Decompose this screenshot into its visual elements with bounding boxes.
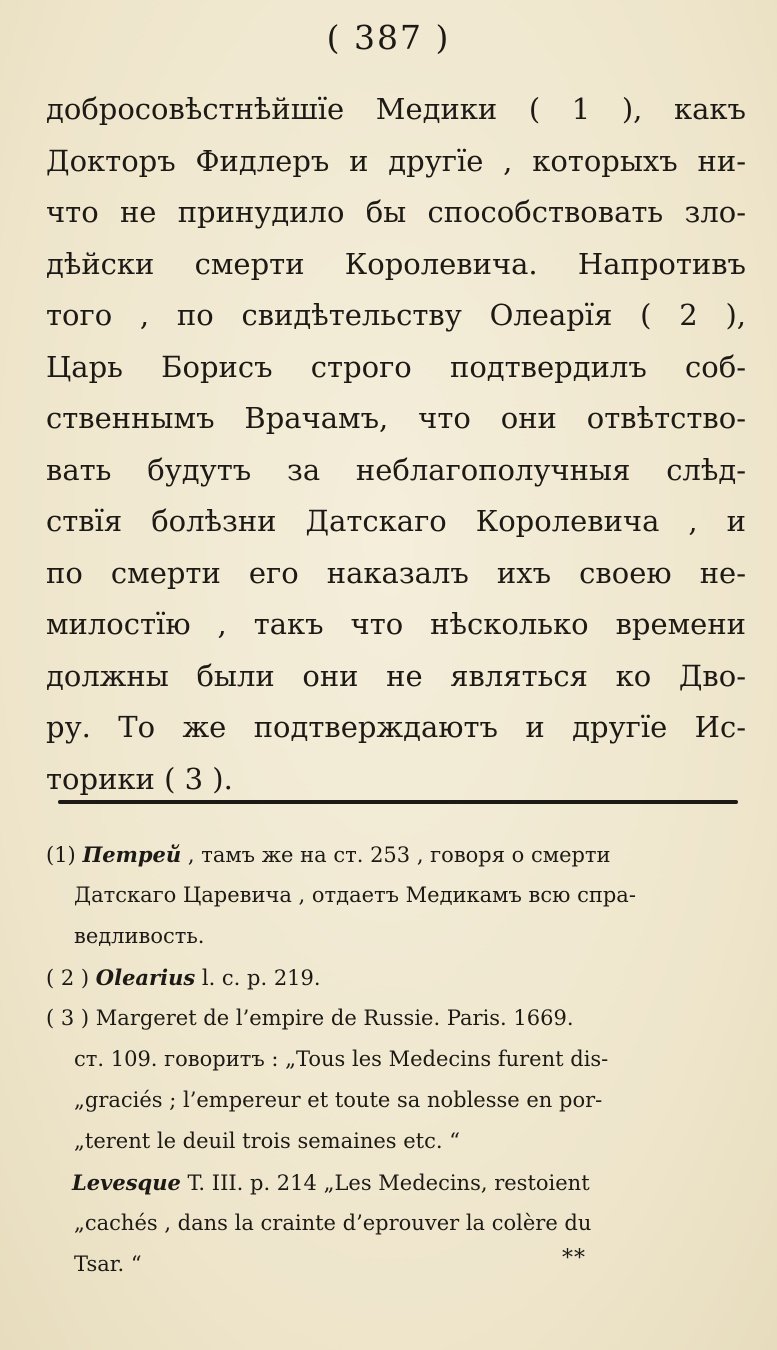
text-line: Царь Борисъ строго подтвердилъ соб- bbox=[46, 349, 746, 384]
text-line: вать будутъ за неблагополучныя слѣд- bbox=[46, 452, 746, 487]
text-line: милостїю , такъ что нѣсколько времени bbox=[46, 607, 746, 641]
footnote-3 bbox=[46, 998, 746, 1039]
text-line: должны были они не являться ко Дво- bbox=[46, 658, 746, 693]
page-number: ( 387 ) bbox=[326, 18, 451, 57]
footnote-marker: ( 3 ) bbox=[46, 1006, 90, 1030]
main-text bbox=[46, 84, 746, 805]
footnote-author: Levesque bbox=[72, 1170, 181, 1195]
text-line: того , по свидѣтельству Олеарїя ( 2 ), bbox=[46, 298, 746, 332]
footnote-divider bbox=[58, 800, 738, 804]
footnote-text: Датскаго Царевича , отдаетъ Медикамъ всю спра- bbox=[74, 883, 636, 907]
text-line: торики ( 3 ). bbox=[46, 761, 233, 796]
text-line: дѣйски смерти Королевича. Напротивъ bbox=[46, 246, 746, 281]
footnote-2 bbox=[46, 957, 746, 998]
text-line: добросовѣстнѣйшїе Медики ( 1 ), какъ bbox=[46, 92, 746, 126]
footnotes bbox=[46, 834, 746, 1285]
footnote-1 bbox=[46, 834, 746, 875]
signature-mark: ** bbox=[562, 1246, 586, 1271]
footnote-text: „terent le deuil trois semaines etc. “ bbox=[74, 1129, 460, 1153]
footnote-text: ст. 109. говоритъ : „Tous les Medecins furent dis- bbox=[74, 1047, 609, 1071]
footnote-text: „graciés ; l’empereur et toute sa noblesse en por- bbox=[74, 1088, 603, 1112]
text-line: ствїя болѣзни Датскаго Королевича , и bbox=[46, 504, 746, 538]
footnote-text: , тамъ же на ст. 253 , говоря о смерти bbox=[181, 843, 611, 867]
footnote-author: Olearius bbox=[95, 965, 196, 990]
text-line: что не принудило бы способствовать зло- bbox=[46, 195, 746, 229]
footnote-marker: (1) bbox=[46, 843, 76, 867]
text-line: по смерти его наказалъ ихъ своею не- bbox=[46, 555, 746, 590]
text-line: Докторъ Фидлеръ и другїе , которыхъ ни- bbox=[46, 143, 746, 178]
footnote-text: Tsar. “ bbox=[74, 1252, 142, 1276]
footnote-text: ведливость. bbox=[74, 924, 205, 948]
footnote-text: l. c. p. 219. bbox=[195, 966, 321, 990]
footnote-text: T. III. p. 214 „Les Medecins, restoient bbox=[180, 1171, 590, 1195]
text-line: ственнымъ Врачамъ, что они отвѣтство- bbox=[46, 401, 746, 435]
footnote-author: Петрей bbox=[82, 842, 182, 867]
footnote-marker: ( 2 ) bbox=[46, 966, 90, 990]
footnote-3-continuation bbox=[46, 1162, 746, 1203]
footnote-text: „cachés , dans la crainte d’eprouver la colère du bbox=[74, 1211, 592, 1235]
footnote-text: Margeret de l’empire de Russie. Paris. 1669. bbox=[95, 1006, 574, 1030]
text-line: ру. То же подтверждаютъ и другїе Ис- bbox=[46, 710, 746, 744]
